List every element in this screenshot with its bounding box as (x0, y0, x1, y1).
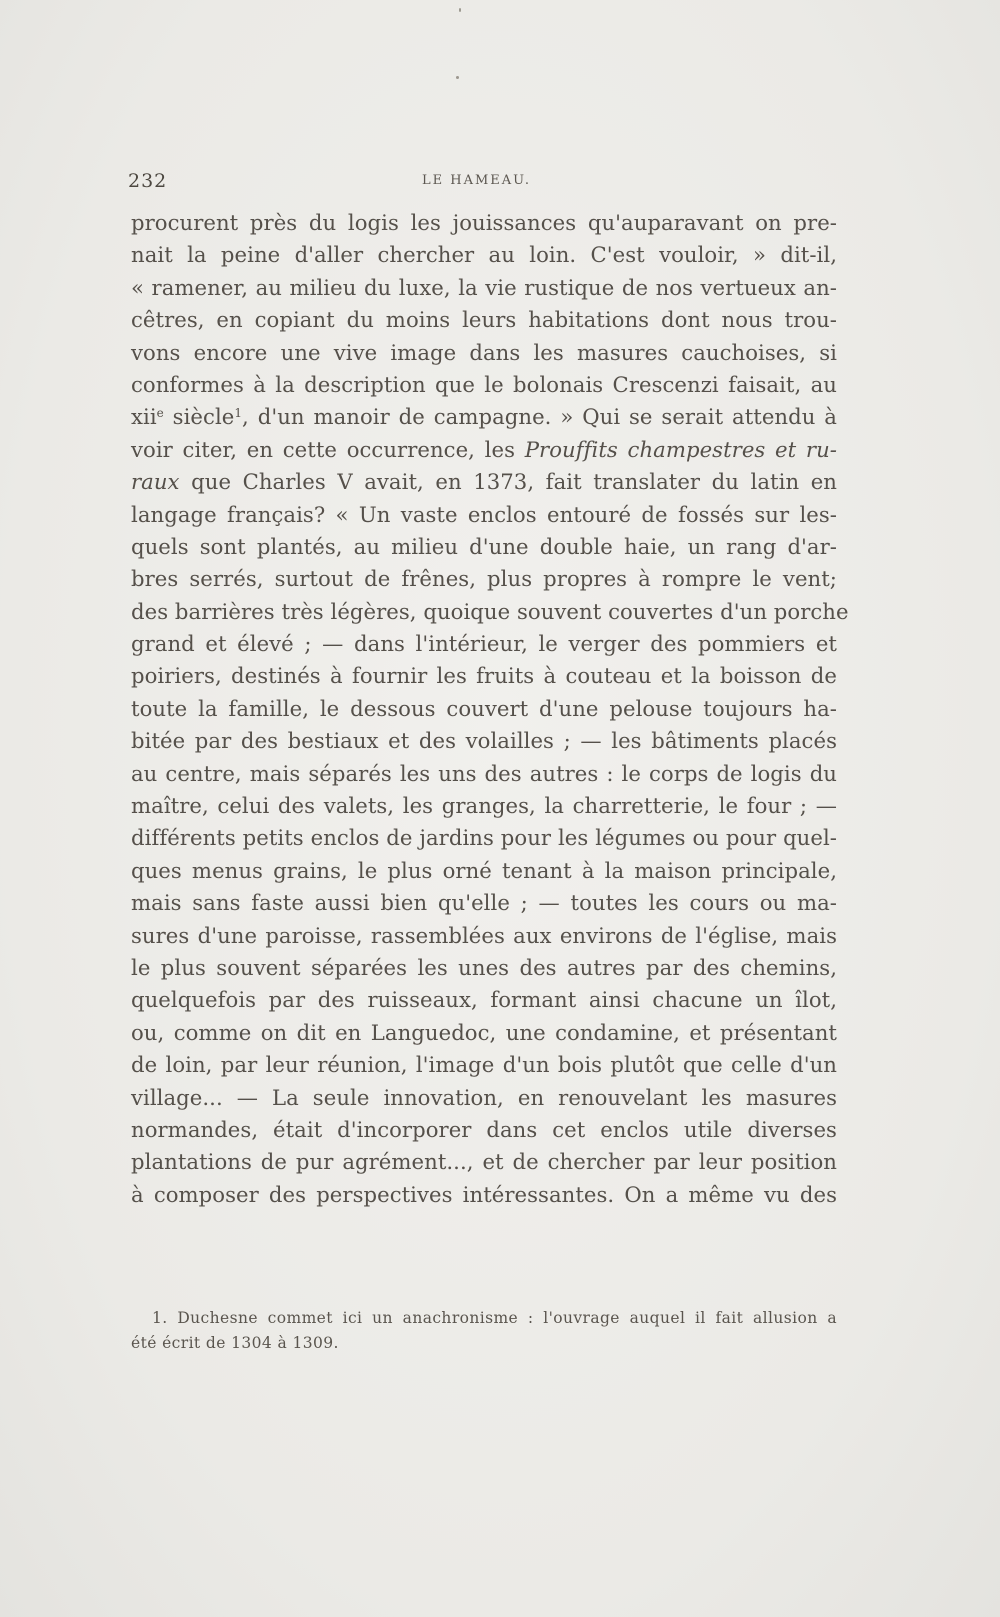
text-line: toute la famille, le dessous couvert d'une pelouse toujours ha- (131, 695, 837, 721)
text-line: vons encore une vive image dans les masures cauchoises, si (131, 339, 837, 365)
text-line: maître, celui des valets, les granges, la charretterie, le four ; — (131, 793, 837, 819)
text-line: le plus souvent séparées les unes des autres par des chemins, (131, 954, 837, 980)
text-line: poiriers, destinés à fournir les fruits à couteau et la boisson de (131, 663, 837, 689)
page-number: 232 (128, 170, 168, 192)
text-line: cêtres, en copiant du moins leurs habitations dont nous trou- (131, 307, 837, 333)
superscript: e (156, 406, 164, 421)
book-title: raux (131, 469, 180, 495)
text-line: à composer des perspectives intéressantes. On a même vu des (131, 1181, 837, 1207)
text-line: village... — La seule innovation, en renouvelant les masures (131, 1084, 837, 1110)
paper-speck (459, 8, 461, 12)
page-header (128, 170, 838, 196)
text-line: bitée par des bestiaux et des volailles ; — les bâtiments placés (131, 728, 837, 754)
text-line: différents petits enclos de jardins pour les légumes ou pour quel- (131, 825, 837, 851)
text-line: quels sont plantés, au milieu d'une double haie, un rang d'ar- (131, 533, 837, 559)
footnote-line: 1. Duchesne commet ici un anachronisme : l'ouvrage auquel il fait allusion a (152, 1309, 837, 1327)
text-line: normandes, était d'incorporer dans cet enclos utile diverses (131, 1116, 837, 1142)
body-text (131, 207, 849, 1211)
text-line: ques menus grains, le plus orné tenant à la maison principale, (131, 857, 837, 883)
text-line: langage français? « Un vaste enclos entouré de fossés sur les- (131, 501, 837, 527)
paper-speck (456, 76, 459, 79)
text-line: « ramener, au milieu du luxe, la vie rustique de nos vertueux an- (131, 274, 837, 300)
running-head: LE HAMEAU. (422, 173, 532, 188)
text-line: conformes à la description que le bolonais Crescenzi faisait, au (131, 371, 837, 397)
footnote-ref: 1 (234, 406, 243, 421)
text-line: xii$^e$ siècle$^1$, d'un manoir de campagne. » Qui se serait attendu à (131, 404, 837, 430)
text-line: de loin, par leur réunion, l'image d'un bois plutôt que celle d'un (131, 1052, 837, 1078)
footnote-line: été écrit de 1304 à 1309. (131, 1334, 339, 1352)
text-line: procurent près du logis les jouissances qu'auparavant on pre- (131, 210, 837, 235)
text-line: sures d'une paroisse, rassemblées aux environs de l'église, mais (131, 922, 837, 948)
text-line: au centre, mais séparés les uns des autres : le corps de logis du (131, 760, 837, 786)
footnote (131, 1306, 837, 1356)
text-line: ou, comme on dit en Languedoc, une condamine, et présentant (131, 1019, 837, 1045)
text-line: des barrières très légères, quoique souvent couvertes d'un porche (131, 598, 849, 624)
text-line: bres serrés, surtout de frênes, plus propres à rompre le vent; (131, 566, 837, 592)
book-title: Prouffits champestres et ru- (524, 436, 837, 462)
text-line: voir citer, en cette occurrence, les Prouffits champestres et ru- (131, 436, 837, 462)
text-line: mais sans faste aussi bien qu'elle ; — toutes les cours ou ma- (131, 890, 837, 916)
text-line: nait la peine d'aller chercher au loin. C'est vouloir, » dit-il, (131, 242, 837, 268)
text-line: raux que Charles V avait, en 1373, fait translater du latin en (131, 469, 837, 495)
text-line: plantations de pur agrément..., et de chercher par leur position (131, 1149, 837, 1175)
text-line: grand et élevé ; — dans l'intérieur, le verger des pommiers et (131, 631, 837, 657)
text-line: quelquefois par des ruisseaux, formant ainsi chacune un îlot, (131, 987, 837, 1013)
